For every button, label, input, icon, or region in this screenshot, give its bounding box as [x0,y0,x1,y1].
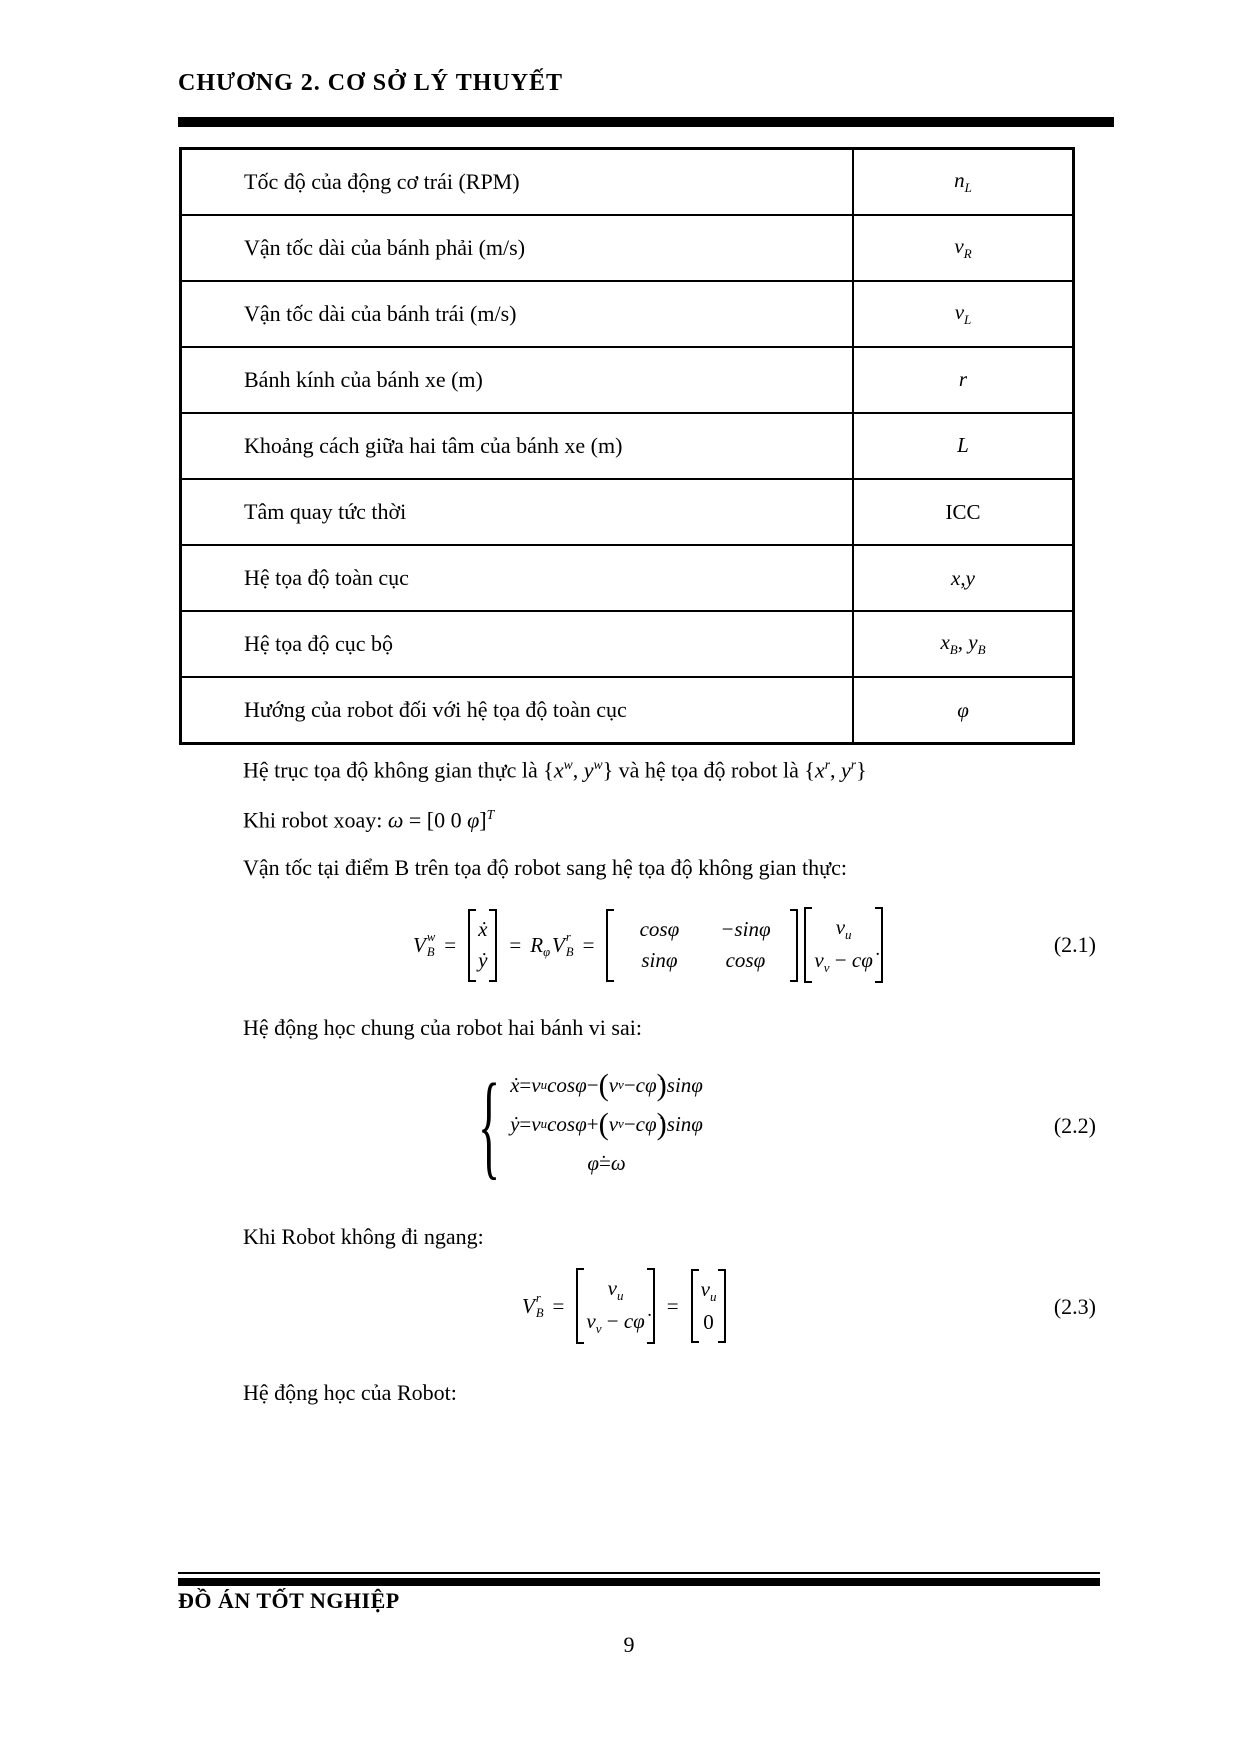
equation-number-2-2: (2.2) [1053,1113,1096,1138]
row-label: Hướng của robot đối với hệ tọa độ toàn cục [181,677,854,743]
row-symbol: φ [853,677,1074,743]
math-var-vbr: V r B [552,929,574,959]
row-symbol: L [853,413,1074,479]
row-symbol: $n_L$ [853,149,1074,215]
row-symbol: r [853,347,1074,413]
row-symbol: $v_R$ [853,215,1074,281]
paragraph-no-lateral-motion: Khi Robot không đi ngang: [243,1224,484,1249]
matrix-velocity: $v_u$ $v_v$ − cφ̇ [804,907,882,982]
paragraph-velocity-point-b: Vận tốc tại điểm B trên tọa độ robot sang hệ tọa độ không gian thực: [243,855,847,880]
math-var-vbw: V w B [413,929,436,959]
matrix-xy-dot: ẋ ẏ [468,909,497,982]
footer-label: ĐỒ ÁN TỐT NGHIỆP [178,1588,400,1613]
row-label: Bánh kính của bánh xe (m) [181,347,854,413]
row-label: Tâm quay tức thời [181,479,854,545]
chapter-title: CHƯƠNG 2. CƠ SỞ LÝ THUYẾT [178,70,564,96]
row-symbol: $x_B$, $y_B$ [853,611,1074,677]
table-row [181,611,1074,677]
equation-number-2-1: (2.1) [1053,932,1096,957]
paragraph-general-kinematics: Hệ động học chung của robot hai bánh vi sai: [243,1015,642,1040]
math-var-vbr2: V r B [522,1290,544,1320]
equation-2-2 [478,1058,703,1190]
table-row [181,479,1074,545]
row-label: Vận tốc dài của bánh trái (m/s) [181,281,854,347]
matrix-velocity-full: $v_u$ $v_v$ − cφ̇ [576,1268,654,1343]
header-rule [178,117,1114,127]
paragraph-robot-kinematics: Hệ động học của Robot: [243,1380,457,1405]
equation-2-1: V w B = ẋ ẏ = R φ V r B = cosφ −sinφ sinφ cosφ $v_u$ $v_v$ − cφ̇ [413,895,886,995]
table-row [181,281,1074,347]
row-label: Khoảng cách giữa hai tâm của bánh xe (m) [181,413,854,479]
row-symbol: ICC [853,479,1074,545]
table-row [181,545,1074,611]
row-label: Tốc độ của động cơ trái (RPM) [181,149,854,215]
table-row [181,347,1074,413]
paragraph-coordinate-systems: Hệ trục tọa độ không gian thực là {$x^w$, $y^w$} và hệ tọa độ robot là {$x^r$, $y^r$} [243,757,867,783]
row-symbol: x,y [853,545,1074,611]
page-number: 9 [623,1632,635,1657]
table-row [181,149,1074,215]
table-row [181,215,1074,281]
row-label: Hệ tọa độ toàn cục [181,545,854,611]
system-brace: { [478,1058,501,1190]
footer-thin-rule [178,1572,1100,1574]
equation-number-2-3: (2.3) [1053,1294,1096,1319]
row-label: Hệ tọa độ cục bộ [181,611,854,677]
paragraph-robot-rotation: Khi robot xoay: ω = [0 0 φ̇]$^T$ [243,807,495,833]
equation-2-3: V r B = $v_u$ $v_v$ − cφ̇ = $v_u$ 0 [522,1258,729,1354]
matrix-velocity-reduced: $v_u$ 0 [691,1269,727,1343]
equation-system: ẋ = v u cosφ − ( v v − c φ̇ ) sinφ ẏ = v u cosφ + ( v v − c φ̇ ) sinφ φ̇ = ω [510,1067,703,1175]
row-label: Vận tốc dài của bánh phải (m/s) [181,215,854,281]
notation-table [179,147,1075,745]
table-row [181,677,1074,743]
table-row [181,413,1074,479]
row-symbol: $v_L$ [853,281,1074,347]
math-var-rphi: R φ [530,932,551,959]
footer-thick-rule [178,1578,1100,1586]
matrix-rotation: cosφ −sinφ sinφ cosφ [606,909,798,982]
